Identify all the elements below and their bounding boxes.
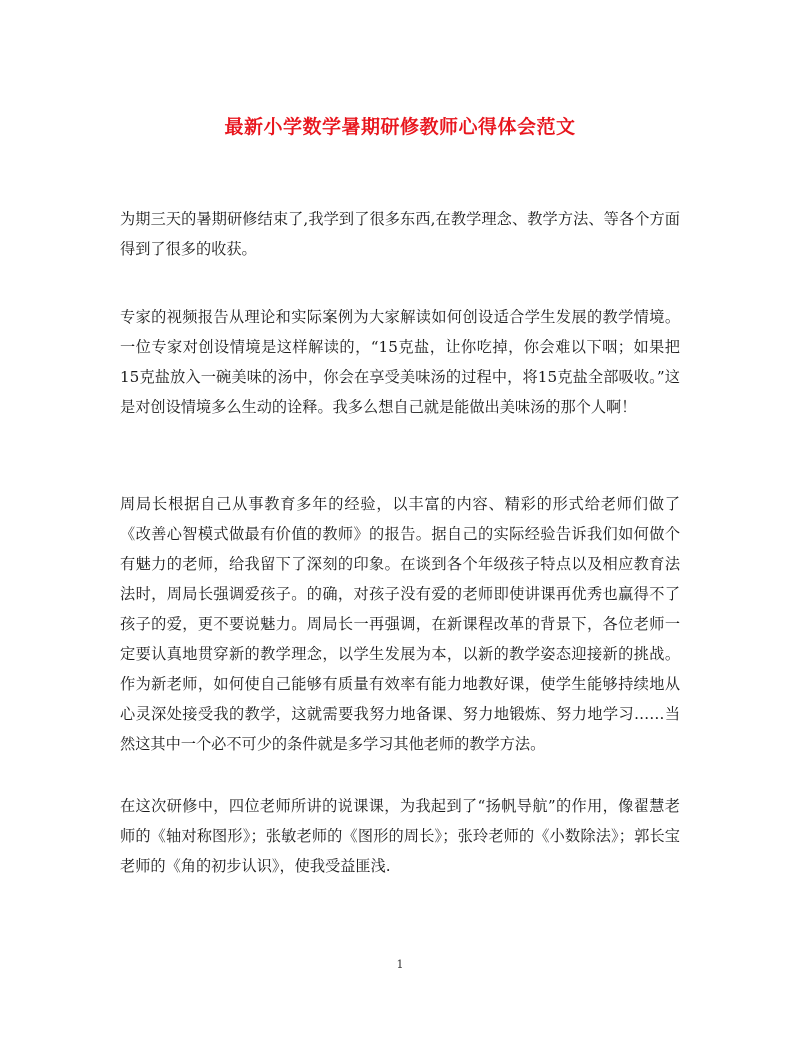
document-title: 最新小学数学暑期研修教师心得体会范文 (224, 116, 576, 138)
paragraph-demo-lessons: 在这次研修中，四位老师所讲的说课课，为我起到了“扬帆导航”的作用，像翟慧老师的《轴对称图形》；张敏老师的《图形的周长》；张玲老师的《小数除法》；郭长宝老师的《角的初步认识》，使我受益匪浅. (120, 797, 680, 875)
paragraph-expert-report: 专家的视频报告从理论和实际案例为大家解读如何创设适合学生发展的教学情境。一位专家对创设情境是这样解读的，“15克盐，让你吃掉，你会难以下咽；如果把15克盐放入一碗美味的汤中，你会在享受美味汤的过程中，将15克盐全部吸收。”这是对创设情境多么生动的诠释。我多么想自己就是能做出美味汤的那个人啊！ (120, 308, 680, 416)
paragraph-intro: 为期三天的暑期研修结束了,我学到了很多东西,在教学理念、教学方法、等各个方面得到了很多的收获。 (120, 210, 680, 258)
page-number: 1 (396, 958, 404, 971)
paragraph-director-report: 周局长根据自己从事教育多年的经验，以丰富的内容、精彩的形式给老师们做了《改善心智模式做最有价值的教师》的报告。据自己的实际经验告诉我们如何做个有魅力的老师，给我留下了深刻的印象。在谈到各个年级孩子特点以及相应教育法法时，周局长强调爱孩子。的确，对孩子没有爱的老师即使讲课再优秀也赢得不了孩子的爱，更不要说魅力。周局长一再强调，在新课程改革的背景下，各位老师一定要认真地贯穿新的教学理念，以学生发展为本，以新的教学姿态迎接新的挑战。作为新老师，如何使自己能够有质量有效率有能力地教好课，使学生能够持续地从心灵深处接受我的教学，这就需要我努力地备课、努力地锻炼、努力地学习……当然这其中一个必不可少的条件就是多学习其他老师的教学方法。 (120, 495, 680, 753)
